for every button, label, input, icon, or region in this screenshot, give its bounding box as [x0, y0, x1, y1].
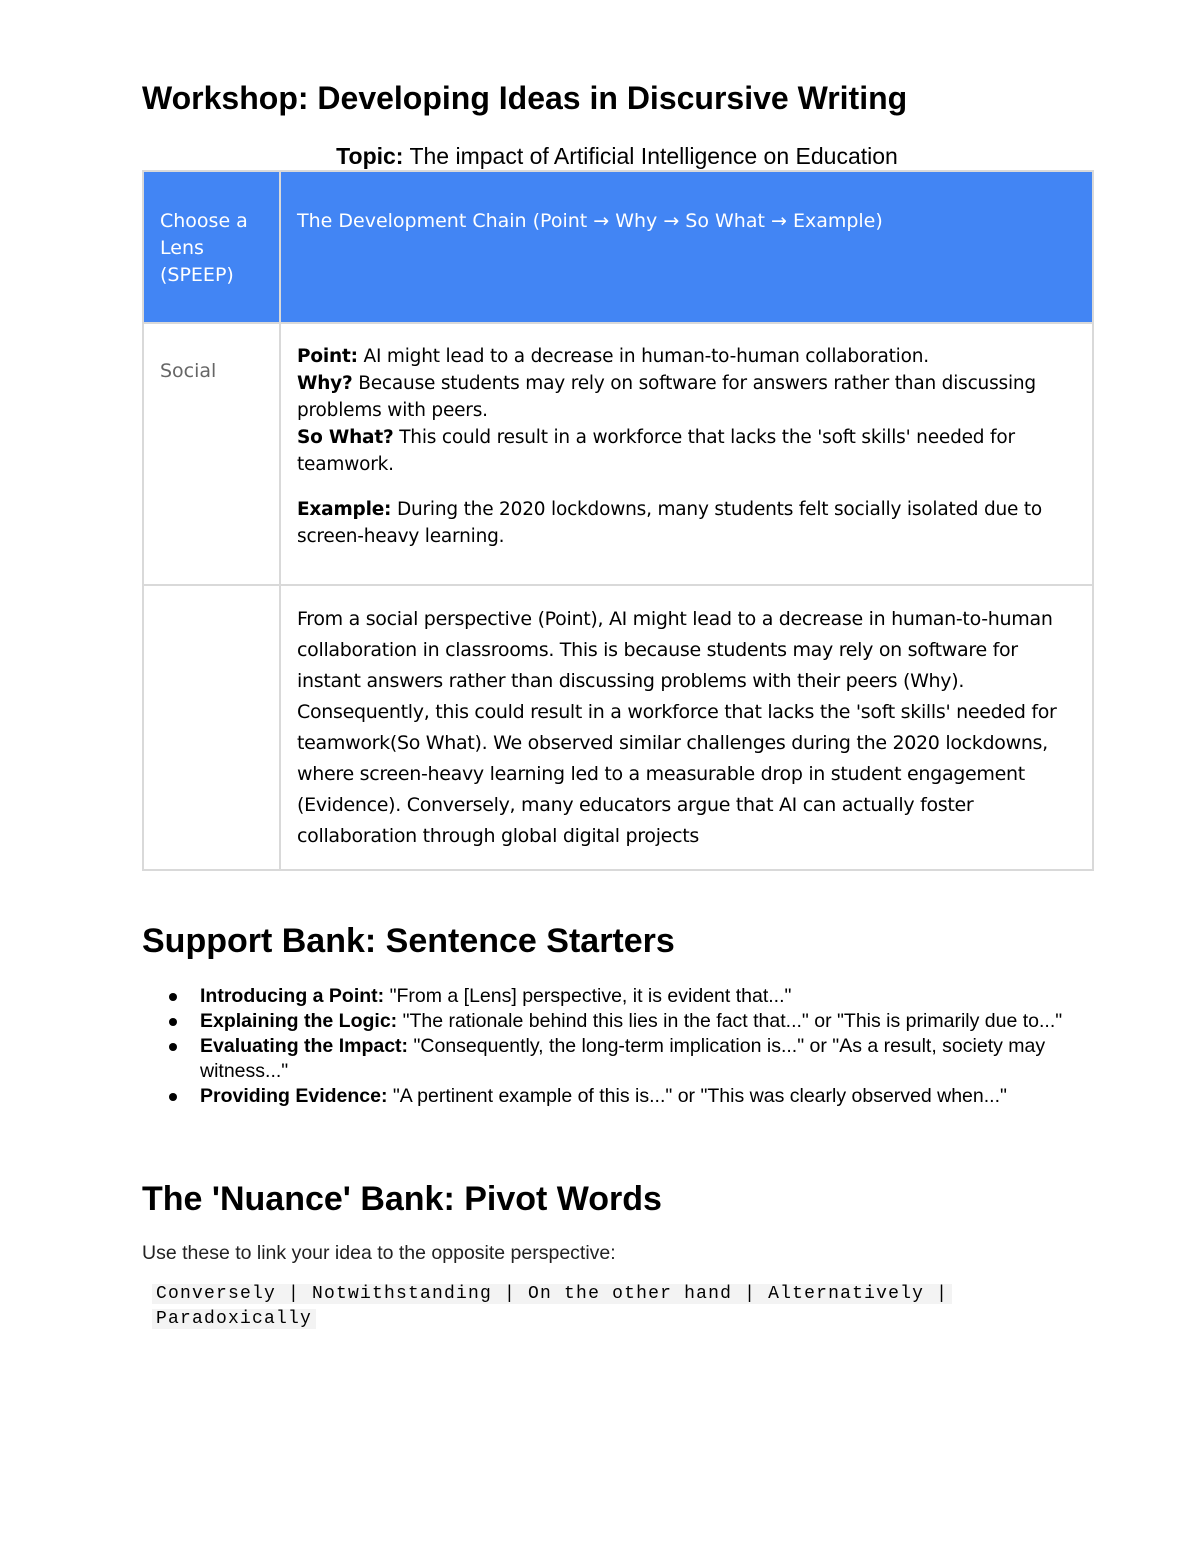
- header-chain-cell: [280, 171, 1093, 323]
- list-item: [200, 1084, 1100, 1109]
- example-text: During the 2020 lockdowns, many students felt socially isolated due to screen-heavy learning.: [297, 499, 1043, 547]
- sowhat-text: This could result in a workforce that lacks the 'soft skills' needed for teamwork.: [297, 427, 1015, 475]
- table-header-row: [143, 171, 1093, 323]
- lens-cell: [143, 323, 280, 585]
- starter-label: Providing Evidence:: [200, 1085, 388, 1107]
- starter-text: "A pertinent example of this is..." or "This was clearly observed when...": [387, 1085, 1007, 1107]
- example-label: Example:: [297, 499, 392, 520]
- starter-text: "From a [Lens] perspective, it is evident that...": [384, 985, 792, 1007]
- table-row: [143, 585, 1093, 870]
- point-label: Point:: [297, 346, 358, 367]
- starter-text: "The rationale behind this lies in the fact that..." or "This is primarily due to...": [397, 1010, 1063, 1032]
- chain-cell: [280, 323, 1093, 585]
- pivot-words-line-1: Conversely | Notwithstanding | On the other hand | Alternatively |: [152, 1284, 952, 1304]
- bullet-icon: [169, 993, 177, 1001]
- document-title: Workshop: Developing Ideas in Discursive Writing: [142, 80, 908, 116]
- point-line: [297, 343, 1076, 478]
- list-item: [200, 1034, 1100, 1084]
- topic-label: Topic:: [336, 143, 404, 169]
- why-text: Because students may rely on software for answers rather than discussing problems with peers.: [297, 373, 1036, 421]
- header-lens-label: Choose a Lens (SPEEP): [160, 210, 248, 286]
- starter-label: Evaluating the Impact:: [200, 1035, 409, 1057]
- table-row: [143, 323, 1093, 585]
- bullet-icon: [169, 1018, 177, 1026]
- development-chain-table: [142, 170, 1094, 871]
- nuance-intro: Use these to link your idea to the opposite perspective:: [142, 1242, 616, 1264]
- starter-label: Introducing a Point:: [200, 985, 385, 1007]
- why-label: Why?: [297, 373, 353, 394]
- paragraph-cell: [280, 585, 1093, 870]
- sentence-starters-list: [142, 984, 1100, 1109]
- list-item: [200, 984, 1100, 1009]
- list-item: [200, 1009, 1100, 1034]
- lens-cell-empty: [143, 585, 280, 870]
- topic-line: [142, 143, 1092, 170]
- lens-value: [144, 586, 279, 620]
- bullet-icon: [169, 1043, 177, 1051]
- support-bank-heading: Support Bank: Sentence Starters: [142, 922, 675, 960]
- topic-text: The impact of Artificial Intelligence on Education: [403, 143, 898, 169]
- starter-label: Explaining the Logic:: [200, 1010, 398, 1032]
- lens-value: Social: [160, 360, 217, 382]
- header-lens-cell: [143, 171, 280, 323]
- point-text: AI might lead to a decrease in human-to-human collaboration.: [357, 346, 929, 367]
- model-paragraph: From a social perspective (Point), AI might lead to a decrease in human-to-human collaboration in classrooms. This is because students may rely on software for instant answers rather than discussing problems with their peers (Why). Consequently, this could result in a workforce that lacks the 'soft skills' needed for teamwork(So What). We observed similar challenges during the 2020 lockdowns, where screen-heavy learning led to a measurable drop in student engagement (Evidence). Conversely, many educators argue that AI can actually foster collaboration through global digital projects: [297, 608, 1057, 847]
- nuance-bank-heading: The 'Nuance' Bank: Pivot Words: [142, 1180, 662, 1218]
- bullet-icon: [169, 1093, 177, 1101]
- pivot-words-line-2: Paradoxically: [152, 1309, 316, 1329]
- example-line: [297, 496, 1076, 550]
- starter-text: "Consequently, the long-term implication is..." or "As a result, society may witness...": [200, 1035, 1046, 1082]
- header-chain-label: The Development Chain (Point → Why → So What → Example): [297, 210, 883, 232]
- sowhat-label: So What?: [297, 427, 394, 448]
- pivot-words-block: [152, 1282, 1012, 1332]
